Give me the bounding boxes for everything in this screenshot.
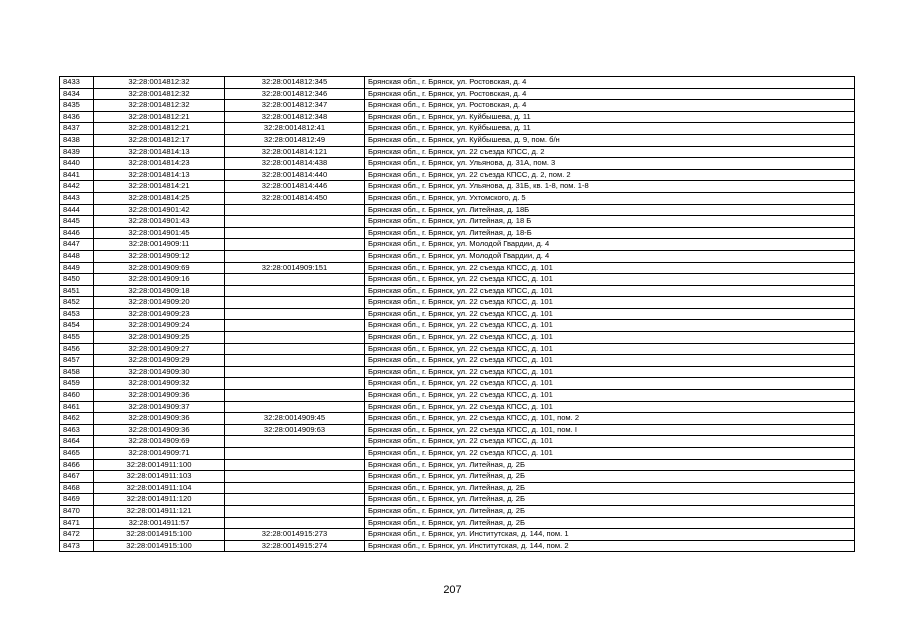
- table-row: [60, 77, 855, 89]
- row-number-cell: 8448: [60, 250, 94, 262]
- table-row: [60, 123, 855, 135]
- table-row: [60, 320, 855, 332]
- land-cadastral-number-cell: 32:28:0014812:32: [94, 88, 225, 100]
- address-cell: Брянская обл., г. Брянск, ул. Литейная, д. 2Б: [365, 494, 855, 506]
- row-number-cell: 8439: [60, 146, 94, 158]
- land-cadastral-number-cell: 32:28:0014814:25: [94, 192, 225, 204]
- page-number: 207: [443, 584, 462, 596]
- address-cell: Брянская обл., г. Брянск, ул. Ростовская, д. 4: [365, 100, 855, 112]
- address-cell: Брянская обл., г. Брянск, ул. 22 съезда КПСС, д. 101: [365, 320, 855, 332]
- address-cell: Брянская обл., г. Брянск, ул. Институтская, д. 144, пом. 1: [365, 529, 855, 541]
- land-cadastral-number-cell: 32:28:0014911:57: [94, 517, 225, 529]
- address-cell: Брянская обл., г. Брянск, ул. 22 съезда КПСС, д. 101: [365, 390, 855, 402]
- table-row: [60, 459, 855, 471]
- table-row: [60, 401, 855, 413]
- row-number-cell: 8451: [60, 285, 94, 297]
- table-row: [60, 540, 855, 552]
- row-number-cell: 8442: [60, 181, 94, 193]
- address-cell: Брянская обл., г. Брянск, ул. 22 съезда КПСС, д. 2, пом. 2: [365, 169, 855, 181]
- object-cadastral-number-cell: 32:28:0014909:151: [225, 262, 365, 274]
- table-row: [60, 297, 855, 309]
- land-cadastral-number-cell: 32:28:0014909:30: [94, 366, 225, 378]
- object-cadastral-number-cell: [225, 250, 365, 262]
- land-cadastral-number-cell: 32:28:0014915:100: [94, 529, 225, 541]
- land-cadastral-number-cell: 32:28:0014911:103: [94, 471, 225, 483]
- object-cadastral-number-cell: 32:28:0014814:440: [225, 169, 365, 181]
- object-cadastral-number-cell: [225, 378, 365, 390]
- row-number-cell: 8471: [60, 517, 94, 529]
- object-cadastral-number-cell: [225, 355, 365, 367]
- row-number-cell: 8434: [60, 88, 94, 100]
- row-number-cell: 8462: [60, 413, 94, 425]
- land-cadastral-number-cell: 32:28:0014814:13: [94, 169, 225, 181]
- land-cadastral-number-cell: 32:28:0014909:24: [94, 320, 225, 332]
- row-number-cell: 8441: [60, 169, 94, 181]
- address-cell: Брянская обл., г. Брянск, ул. 22 съезда КПСС, д. 101: [365, 448, 855, 460]
- address-cell: Брянская обл., г. Брянск, ул. 22 съезда КПСС, д. 101: [365, 366, 855, 378]
- land-cadastral-number-cell: 32:28:0014812:32: [94, 77, 225, 89]
- land-cadastral-number-cell: 32:28:0014909:18: [94, 285, 225, 297]
- row-number-cell: 8456: [60, 343, 94, 355]
- address-cell: Брянская обл., г. Брянск, ул. Литейная, д. 2Б: [365, 505, 855, 517]
- table-row: [60, 88, 855, 100]
- row-number-cell: 8454: [60, 320, 94, 332]
- object-cadastral-number-cell: 32:28:0014909:63: [225, 424, 365, 436]
- row-number-cell: 8435: [60, 100, 94, 112]
- address-cell: Брянская обл., г. Брянск, ул. 22 съезда КПСС, д. 101, пом. 2: [365, 413, 855, 425]
- land-cadastral-number-cell: 32:28:0014911:104: [94, 482, 225, 494]
- row-number-cell: 8445: [60, 216, 94, 228]
- row-number-cell: 8433: [60, 77, 94, 89]
- address-cell: Брянская обл., г. Брянск, ул. Молодой Гвардии, д. 4: [365, 250, 855, 262]
- object-cadastral-number-cell: [225, 482, 365, 494]
- row-number-cell: 8470: [60, 505, 94, 517]
- object-cadastral-number-cell: 32:28:0014814:121: [225, 146, 365, 158]
- land-cadastral-number-cell: 32:28:0014909:27: [94, 343, 225, 355]
- object-cadastral-number-cell: [225, 227, 365, 239]
- row-number-cell: 8457: [60, 355, 94, 367]
- row-number-cell: 8469: [60, 494, 94, 506]
- object-cadastral-number-cell: [225, 216, 365, 228]
- land-cadastral-number-cell: 32:28:0014909:20: [94, 297, 225, 309]
- table-row: [60, 529, 855, 541]
- row-number-cell: 8438: [60, 134, 94, 146]
- land-cadastral-number-cell: 32:28:0014909:29: [94, 355, 225, 367]
- row-number-cell: 8463: [60, 424, 94, 436]
- row-number-cell: 8473: [60, 540, 94, 552]
- row-number-cell: 8460: [60, 390, 94, 402]
- object-cadastral-number-cell: [225, 459, 365, 471]
- object-cadastral-number-cell: [225, 308, 365, 320]
- land-cadastral-number-cell: 32:28:0014812:32: [94, 100, 225, 112]
- address-cell: Брянская обл., г. Брянск, ул. 22 съезда КПСС, д. 101: [365, 378, 855, 390]
- object-cadastral-number-cell: [225, 320, 365, 332]
- row-number-cell: 8440: [60, 158, 94, 170]
- address-cell: Брянская обл., г. Брянск, ул. 22 съезда КПСС, д. 101: [365, 308, 855, 320]
- row-number-cell: 8455: [60, 332, 94, 344]
- land-cadastral-number-cell: 32:28:0014909:32: [94, 378, 225, 390]
- address-cell: Брянская обл., г. Брянск, ул. Литейная, д. 18-Б: [365, 227, 855, 239]
- object-cadastral-number-cell: [225, 401, 365, 413]
- table-row: [60, 192, 855, 204]
- address-cell: Брянская обл., г. Брянск, ул. Ростовская, д. 4: [365, 77, 855, 89]
- address-cell: Брянская обл., г. Брянск, ул. Ухтомского, д. 5: [365, 192, 855, 204]
- table-row: [60, 100, 855, 112]
- object-cadastral-number-cell: 32:28:0014915:273: [225, 529, 365, 541]
- address-cell: Брянская обл., г. Брянск, ул. Куйбышева, д. 11: [365, 111, 855, 123]
- object-cadastral-number-cell: [225, 274, 365, 286]
- table-row: [60, 111, 855, 123]
- table-row: [60, 146, 855, 158]
- address-cell: Брянская обл., г. Брянск, ул. 22 съезда КПСС, д. 101, пом. I: [365, 424, 855, 436]
- row-number-cell: 8452: [60, 297, 94, 309]
- table-row: [60, 158, 855, 170]
- land-cadastral-number-cell: 32:28:0014814:21: [94, 181, 225, 193]
- address-cell: Брянская обл., г. Брянск, ул. Молодой Гвардии, д. 4: [365, 239, 855, 251]
- row-number-cell: 8464: [60, 436, 94, 448]
- address-cell: Брянская обл., г. Брянск, ул. Литейная, д. 2Б: [365, 471, 855, 483]
- object-cadastral-number-cell: 32:28:0014812:347: [225, 100, 365, 112]
- table-row: [60, 390, 855, 402]
- table-row: [60, 134, 855, 146]
- address-cell: Брянская обл., г. Брянск, ул. 22 съезда КПСС, д. 2: [365, 146, 855, 158]
- table-row: [60, 239, 855, 251]
- row-number-cell: 8449: [60, 262, 94, 274]
- table-row: [60, 413, 855, 425]
- object-cadastral-number-cell: [225, 436, 365, 448]
- registry-table: [59, 76, 855, 552]
- table-row: [60, 517, 855, 529]
- land-cadastral-number-cell: 32:28:0014909:25: [94, 332, 225, 344]
- land-cadastral-number-cell: 32:28:0014901:42: [94, 204, 225, 216]
- land-cadastral-number-cell: 32:28:0014909:36: [94, 390, 225, 402]
- row-number-cell: 8436: [60, 111, 94, 123]
- table-row: [60, 448, 855, 460]
- object-cadastral-number-cell: [225, 494, 365, 506]
- land-cadastral-number-cell: 32:28:0014814:13: [94, 146, 225, 158]
- object-cadastral-number-cell: [225, 471, 365, 483]
- object-cadastral-number-cell: 32:28:0014814:450: [225, 192, 365, 204]
- land-cadastral-number-cell: 32:28:0014814:23: [94, 158, 225, 170]
- object-cadastral-number-cell: [225, 204, 365, 216]
- table-row: [60, 181, 855, 193]
- land-cadastral-number-cell: 32:28:0014901:45: [94, 227, 225, 239]
- object-cadastral-number-cell: 32:28:0014812:345: [225, 77, 365, 89]
- table-row: [60, 343, 855, 355]
- table-row: [60, 366, 855, 378]
- address-cell: Брянская обл., г. Брянск, ул. Ульянова, д. 31А, пом. 3: [365, 158, 855, 170]
- object-cadastral-number-cell: 32:28:0014812:41: [225, 123, 365, 135]
- table-row: [60, 355, 855, 367]
- table-row: [60, 169, 855, 181]
- land-cadastral-number-cell: 32:28:0014812:21: [94, 123, 225, 135]
- address-cell: Брянская обл., г. Брянск, ул. Литейная, д. 2Б: [365, 482, 855, 494]
- object-cadastral-number-cell: [225, 517, 365, 529]
- land-cadastral-number-cell: 32:28:0014909:36: [94, 413, 225, 425]
- row-number-cell: 8447: [60, 239, 94, 251]
- land-cadastral-number-cell: 32:28:0014901:43: [94, 216, 225, 228]
- object-cadastral-number-cell: [225, 505, 365, 517]
- land-cadastral-number-cell: 32:28:0014915:100: [94, 540, 225, 552]
- land-cadastral-number-cell: 32:28:0014911:120: [94, 494, 225, 506]
- land-cadastral-number-cell: 32:28:0014909:69: [94, 262, 225, 274]
- address-cell: Брянская обл., г. Брянск, ул. Литейная, д. 18Б: [365, 204, 855, 216]
- address-cell: Брянская обл., г. Брянск, ул. 22 съезда КПСС, д. 101: [365, 262, 855, 274]
- address-cell: Брянская обл., г. Брянск, ул. 22 съезда КПСС, д. 101: [365, 285, 855, 297]
- address-cell: Брянская обл., г. Брянск, ул. Куйбышева, д. 9, пом. б/н: [365, 134, 855, 146]
- row-number-cell: 8461: [60, 401, 94, 413]
- object-cadastral-number-cell: [225, 390, 365, 402]
- address-cell: Брянская обл., г. Брянск, ул. Литейная, д. 18 Б: [365, 216, 855, 228]
- row-number-cell: 8465: [60, 448, 94, 460]
- address-cell: Брянская обл., г. Брянск, ул. 22 съезда КПСС, д. 101: [365, 332, 855, 344]
- table-row: [60, 332, 855, 344]
- row-number-cell: 8459: [60, 378, 94, 390]
- row-number-cell: 8437: [60, 123, 94, 135]
- object-cadastral-number-cell: [225, 366, 365, 378]
- address-cell: Брянская обл., г. Брянск, ул. 22 съезда КПСС, д. 101: [365, 355, 855, 367]
- row-number-cell: 8466: [60, 459, 94, 471]
- land-cadastral-number-cell: 32:28:0014909:36: [94, 424, 225, 436]
- object-cadastral-number-cell: [225, 448, 365, 460]
- table-row: [60, 262, 855, 274]
- table-row: [60, 216, 855, 228]
- object-cadastral-number-cell: [225, 239, 365, 251]
- object-cadastral-number-cell: 32:28:0014812:346: [225, 88, 365, 100]
- object-cadastral-number-cell: 32:28:0014812:49: [225, 134, 365, 146]
- address-cell: Брянская обл., г. Брянск, ул. Ульянова, д. 31Б, кв. 1-8, пом. 1-8: [365, 181, 855, 193]
- land-cadastral-number-cell: 32:28:0014909:23: [94, 308, 225, 320]
- address-cell: Брянская обл., г. Брянск, ул. 22 съезда КПСС, д. 101: [365, 297, 855, 309]
- table-row: [60, 285, 855, 297]
- row-number-cell: 8468: [60, 482, 94, 494]
- table-row: [60, 424, 855, 436]
- address-cell: Брянская обл., г. Брянск, ул. Литейная, д. 2Б: [365, 517, 855, 529]
- address-cell: Брянская обл., г. Брянск, ул. 22 съезда КПСС, д. 101: [365, 343, 855, 355]
- address-cell: Брянская обл., г. Брянск, ул. 22 съезда КПСС, д. 101: [365, 274, 855, 286]
- table-row: [60, 505, 855, 517]
- land-cadastral-number-cell: 32:28:0014909:37: [94, 401, 225, 413]
- table-row: [60, 274, 855, 286]
- object-cadastral-number-cell: 32:28:0014812:348: [225, 111, 365, 123]
- table-row: [60, 494, 855, 506]
- row-number-cell: 8458: [60, 366, 94, 378]
- row-number-cell: 8443: [60, 192, 94, 204]
- table-row: [60, 204, 855, 216]
- object-cadastral-number-cell: 32:28:0014915:274: [225, 540, 365, 552]
- object-cadastral-number-cell: [225, 343, 365, 355]
- table-row: [60, 436, 855, 448]
- object-cadastral-number-cell: 32:28:0014814:446: [225, 181, 365, 193]
- table-row: [60, 227, 855, 239]
- land-cadastral-number-cell: 32:28:0014909:69: [94, 436, 225, 448]
- address-cell: Брянская обл., г. Брянск, ул. Ростовская, д. 4: [365, 88, 855, 100]
- land-cadastral-number-cell: 32:28:0014909:16: [94, 274, 225, 286]
- table-row: [60, 250, 855, 262]
- land-cadastral-number-cell: 32:28:0014812:21: [94, 111, 225, 123]
- land-cadastral-number-cell: 32:28:0014909:12: [94, 250, 225, 262]
- land-cadastral-number-cell: 32:28:0014911:121: [94, 505, 225, 517]
- land-cadastral-number-cell: 32:28:0014909:71: [94, 448, 225, 460]
- land-cadastral-number-cell: 32:28:0014812:17: [94, 134, 225, 146]
- object-cadastral-number-cell: [225, 332, 365, 344]
- address-cell: Брянская обл., г. Брянск, ул. Куйбышева, д. 11: [365, 123, 855, 135]
- table-row: [60, 471, 855, 483]
- table-row: [60, 308, 855, 320]
- address-cell: Брянская обл., г. Брянск, ул. 22 съезда КПСС, д. 101: [365, 401, 855, 413]
- object-cadastral-number-cell: 32:28:0014909:45: [225, 413, 365, 425]
- object-cadastral-number-cell: [225, 297, 365, 309]
- row-number-cell: 8444: [60, 204, 94, 216]
- land-cadastral-number-cell: 32:28:0014911:100: [94, 459, 225, 471]
- land-cadastral-number-cell: 32:28:0014909:11: [94, 239, 225, 251]
- object-cadastral-number-cell: [225, 285, 365, 297]
- row-number-cell: 8450: [60, 274, 94, 286]
- row-number-cell: 8467: [60, 471, 94, 483]
- address-cell: Брянская обл., г. Брянск, ул. Литейная, д. 2Б: [365, 459, 855, 471]
- object-cadastral-number-cell: 32:28:0014814:438: [225, 158, 365, 170]
- registry-table-body: [60, 77, 855, 552]
- address-cell: Брянская обл., г. Брянск, ул. Институтская, д. 144, пом. 2: [365, 540, 855, 552]
- table-row: [60, 482, 855, 494]
- address-cell: Брянская обл., г. Брянск, ул. 22 съезда КПСС, д. 101: [365, 436, 855, 448]
- table-row: [60, 378, 855, 390]
- row-number-cell: 8453: [60, 308, 94, 320]
- row-number-cell: 8472: [60, 529, 94, 541]
- row-number-cell: 8446: [60, 227, 94, 239]
